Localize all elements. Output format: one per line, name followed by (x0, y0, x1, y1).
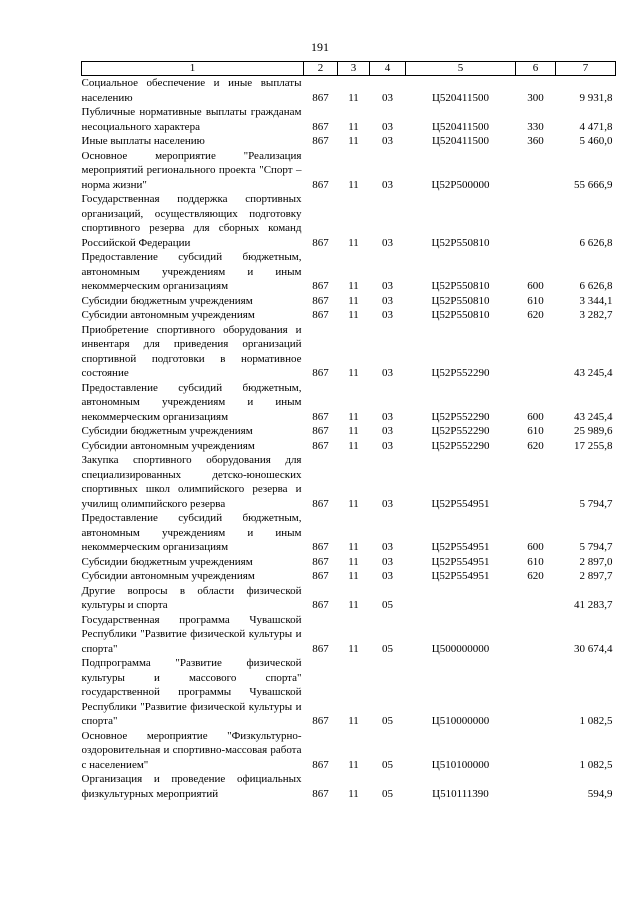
target-article-code: Ц52P552290 (431, 367, 490, 379)
row-name: Подпрограмма "Развитие физической культуры и массового спорта" государственной программы Чувашской Республики "Развитие физической культуры и спорта" (81, 657, 302, 727)
subsection-code: 03 (382, 294, 393, 307)
row-name: Иные выплаты населению (81, 135, 205, 147)
column-header: 4 (370, 62, 406, 76)
column-header: 3 (338, 62, 370, 76)
row-name: Основное мероприятие "Физкультурно-оздоровительная и спортивно-массовая работа с населением" (81, 729, 302, 771)
ministry-code: 867 (312, 178, 329, 191)
row-name: Субсидии бюджетным учреждениям (81, 425, 253, 437)
section-code: 11 (348, 135, 359, 147)
table-row (82, 555, 616, 570)
section-code: 11 (348, 758, 359, 771)
expense-type-code: 600 (527, 410, 544, 423)
row-name: Субсидии автономным учреждениям (81, 439, 255, 452)
table-row (82, 613, 616, 657)
expense-type-code (516, 656, 556, 729)
amount: 4 471,8 (579, 120, 613, 133)
target-article-code: Ц520411500 (431, 120, 490, 133)
ministry-code: 867 (312, 715, 329, 727)
table-header-row (82, 62, 616, 76)
expense-type-code (516, 729, 556, 773)
expense-type-code (516, 772, 556, 801)
subsection-code: 03 (382, 120, 393, 133)
target-article-code: Ц52P500000 (431, 178, 490, 191)
amount: 5 794,7 (579, 497, 613, 510)
section-code: 11 (348, 280, 359, 292)
section-code: 11 (348, 787, 359, 800)
table-row (82, 105, 616, 134)
expense-type-code (516, 192, 556, 250)
ministry-code: 867 (312, 555, 329, 568)
target-article-code: Ц52P554951 (431, 541, 490, 553)
table-row (82, 453, 616, 511)
target-article-code (406, 584, 516, 613)
ministry-code: 867 (312, 599, 329, 611)
amount: 43 245,4 (574, 367, 613, 379)
target-article-code: Ц510000000 (431, 715, 490, 727)
amount: 9 931,8 (579, 91, 613, 104)
section-code: 11 (348, 497, 359, 510)
ministry-code: 867 (312, 236, 329, 249)
target-article-code: Ц52P554951 (431, 497, 490, 510)
table-row (82, 308, 616, 323)
subsection-code: 03 (382, 410, 393, 423)
expense-type-code: 360 (527, 135, 544, 147)
target-article-code: Ц520411500 (431, 135, 490, 147)
ministry-code: 867 (312, 309, 329, 321)
target-article-code: Ц52P550810 (431, 309, 490, 321)
row-name: Государственная программа Чувашской Республики "Развитие физической культуры и спорта" (81, 613, 302, 655)
ministry-code: 867 (312, 280, 329, 292)
subsection-code: 03 (382, 367, 393, 379)
subsection-code: 03 (382, 91, 393, 104)
amount: 5 460,0 (579, 135, 613, 147)
amount: 30 674,4 (574, 642, 613, 655)
ministry-code: 867 (312, 91, 329, 104)
subsection-code: 03 (382, 178, 393, 191)
subsection-code: 03 (382, 541, 393, 553)
section-code: 11 (348, 439, 359, 452)
row-name: Субсидии автономным учреждениям (81, 309, 255, 321)
table-row (82, 250, 616, 294)
expense-type-code: 620 (527, 439, 544, 452)
table-row (82, 76, 616, 106)
section-code: 11 (348, 309, 359, 321)
amount: 3 282,7 (579, 309, 613, 321)
ministry-code: 867 (312, 570, 329, 582)
row-name: Публичные нормативные выплаты гражданам несоциального характера (81, 106, 302, 133)
ministry-code: 867 (312, 541, 329, 553)
section-code: 11 (348, 120, 359, 133)
subsection-code: 03 (382, 570, 393, 582)
amount: 1 082,5 (579, 715, 613, 727)
subsection-code: 05 (382, 599, 393, 611)
target-article-code: Ц52P550810 (431, 236, 490, 249)
subsection-code: 03 (382, 439, 393, 452)
ministry-code: 867 (312, 294, 329, 307)
section-code: 11 (348, 367, 359, 379)
table-row (82, 511, 616, 555)
expense-type-code: 610 (527, 294, 544, 307)
expense-type-code (516, 584, 556, 613)
row-name: Предоставление субсидий бюджетным, автономным учреждениям и иным некоммерческим организациям (81, 512, 302, 553)
row-name: Закупка спортивного оборудования для специализированных детско-юношеских спортивных школ олимпийского резерва и училищ олимпийского резерва (81, 454, 302, 510)
expense-type-code: 620 (527, 309, 544, 321)
subsection-code: 05 (382, 715, 393, 727)
section-code: 11 (348, 410, 359, 423)
amount: 1 082,5 (579, 758, 613, 771)
expense-type-code: 610 (527, 555, 544, 568)
subsection-code: 03 (382, 135, 393, 147)
column-header: 6 (516, 62, 556, 76)
row-name: Другие вопросы в области физической культуры и спорта (81, 584, 302, 611)
section-code: 11 (348, 715, 359, 727)
table-row (82, 584, 616, 613)
column-header: 5 (406, 62, 516, 76)
section-code: 11 (348, 294, 359, 307)
expense-type-code (516, 323, 556, 381)
amount: 6 626,8 (579, 280, 613, 292)
target-article-code: Ц510111390 (432, 787, 489, 800)
ministry-code: 867 (312, 439, 329, 452)
table-row (82, 439, 616, 454)
section-code: 11 (348, 91, 359, 104)
row-name: Субсидии бюджетным учреждениям (81, 294, 253, 307)
subsection-code: 03 (382, 425, 393, 437)
amount: 2 897,7 (579, 570, 613, 582)
target-article-code: Ц52P552290 (431, 425, 490, 437)
target-article-code: Ц52P550810 (431, 280, 490, 292)
column-header: 2 (304, 62, 338, 76)
target-article-code: Ц520411500 (431, 91, 490, 104)
row-name: Предоставление субсидий бюджетным, автономным учреждениям и иным некоммерческим организациям (81, 251, 302, 292)
row-name: Государственная поддержка спортивных организаций, осуществляющих подготовку спортивного резерва для сборных команд Российской Федерации (81, 193, 302, 249)
target-article-code: Ц52P550810 (431, 294, 490, 307)
subsection-code: 03 (382, 497, 393, 510)
amount: 5 794,7 (579, 541, 613, 553)
ministry-code: 867 (312, 367, 329, 379)
expense-type-code: 330 (527, 120, 544, 133)
target-article-code: Ц52P552290 (431, 410, 490, 423)
expense-type-code: 600 (527, 541, 544, 553)
row-name: Социальное обеспечение и иные выплаты населению (81, 77, 302, 104)
amount: 2 897,0 (579, 555, 613, 568)
section-code: 11 (348, 555, 359, 568)
row-name: Субсидии автономным учреждениям (81, 570, 255, 582)
table-body (82, 76, 616, 802)
target-article-code: Ц52P554951 (431, 570, 490, 582)
ministry-code: 867 (312, 758, 329, 771)
table-row (82, 192, 616, 250)
subsection-code: 05 (382, 787, 393, 800)
table-row (82, 424, 616, 439)
subsection-code: 03 (382, 555, 393, 568)
table-row (82, 729, 616, 773)
ministry-code: 867 (312, 120, 329, 133)
expense-type-code (516, 453, 556, 511)
row-name: Приобретение спортивного оборудования и инвентаря для приведения организаций спортивной подготовки в нормативное состояние (81, 323, 302, 379)
row-name: Предоставление субсидий бюджетным, автономным учреждениям и иным некоммерческим организациям (81, 381, 302, 423)
amount: 43 245,4 (574, 410, 613, 423)
ministry-code: 867 (312, 425, 329, 437)
target-article-code: Ц500000000 (431, 642, 490, 655)
subsection-code: 05 (382, 642, 393, 655)
row-name: Субсидии бюджетным учреждениям (81, 555, 253, 568)
page-number: 191 (311, 40, 329, 54)
table-row (82, 294, 616, 309)
amount: 17 255,8 (574, 439, 613, 452)
amount: 55 666,9 (574, 178, 613, 191)
amount: 41 283,7 (574, 599, 613, 611)
expense-type-code (516, 613, 556, 657)
table-row (82, 134, 616, 149)
amount: 6 626,8 (579, 236, 613, 249)
expense-type-code: 600 (527, 280, 544, 292)
section-code: 11 (348, 425, 359, 437)
table-row (82, 381, 616, 425)
section-code: 11 (348, 599, 359, 611)
target-article-code: Ц52P554951 (431, 555, 490, 568)
ministry-code: 867 (312, 135, 329, 147)
expense-type-code: 300 (527, 91, 544, 104)
expense-type-code: 610 (527, 425, 544, 437)
ministry-code: 867 (312, 410, 329, 423)
table-row (82, 569, 616, 584)
subsection-code: 03 (382, 309, 393, 321)
row-name: Основное мероприятие "Реализация мероприятий регионального проекта "Спорт – норма жизни" (81, 149, 302, 191)
section-code: 11 (348, 541, 359, 553)
amount: 3 344,1 (579, 294, 613, 307)
subsection-code: 03 (382, 280, 393, 292)
section-code: 11 (348, 642, 359, 655)
amount: 25 989,6 (574, 425, 613, 437)
row-name: Организация и проведение официальных физкультурных мероприятий (81, 773, 302, 800)
subsection-code: 05 (382, 758, 393, 771)
amount: 594,9 (587, 787, 613, 800)
table-row (82, 772, 616, 801)
expense-type-code (516, 149, 556, 193)
section-code: 11 (348, 570, 359, 582)
budget-table (81, 61, 616, 801)
column-header: 1 (82, 62, 304, 76)
subsection-code: 03 (382, 236, 393, 249)
target-article-code: Ц510100000 (431, 758, 490, 771)
ministry-code: 867 (312, 642, 329, 655)
table-row (82, 149, 616, 193)
section-code: 11 (348, 236, 359, 249)
table-row (82, 323, 616, 381)
section-code: 11 (348, 178, 359, 191)
column-header: 7 (556, 62, 616, 76)
ministry-code: 867 (312, 787, 329, 800)
table-row (82, 656, 616, 729)
expense-type-code: 620 (527, 570, 544, 582)
target-article-code: Ц52P552290 (431, 439, 490, 452)
ministry-code: 867 (312, 497, 329, 510)
